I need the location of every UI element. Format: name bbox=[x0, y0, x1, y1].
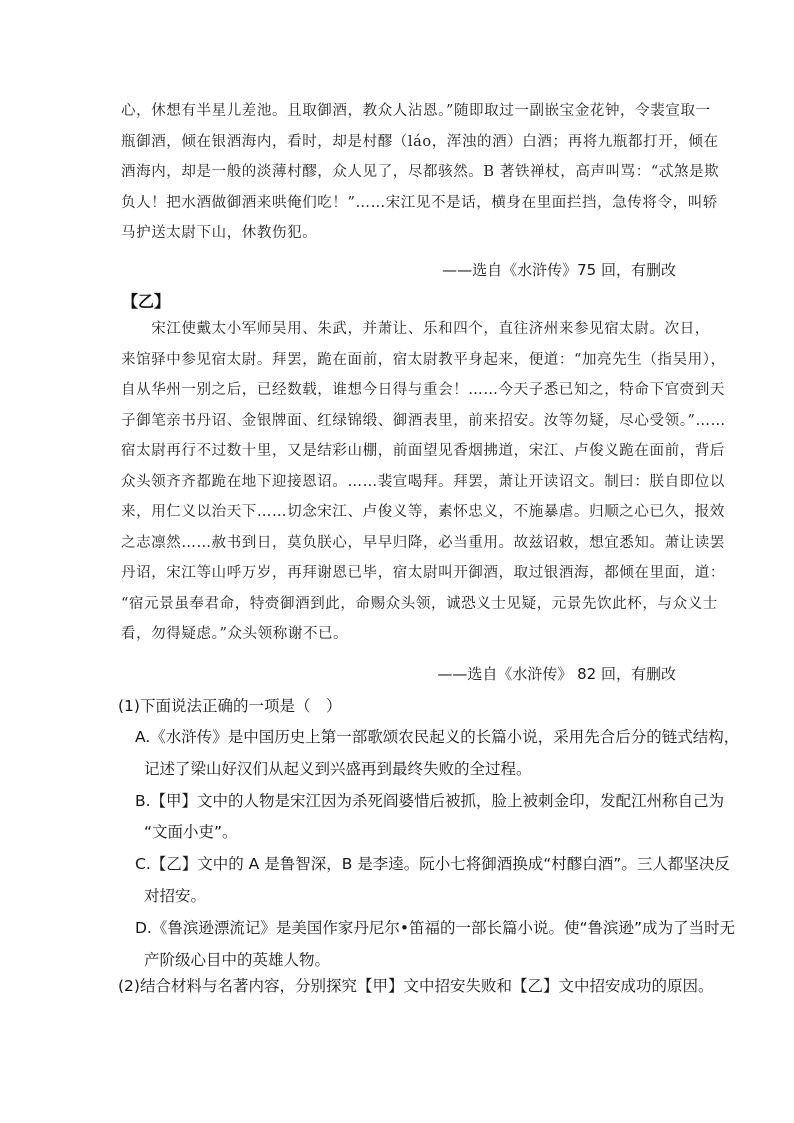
option-c-line1: C.【乙】文中的 A 是鲁智深，B 是李逵。阮小七将御酒换成“村醪白酒”。三人都坚决反 bbox=[135, 855, 730, 874]
passage-jia-source: ——选自《水浒传》75 回，有删改 bbox=[442, 261, 676, 279]
option-a-line2: 记述了梁山好汉们从起义到兴盛再到最终失败的全过程。 bbox=[144, 759, 532, 778]
passage-line: 瓶御酒，倾在银酒海内，看时，却是村醪（láo，浑浊的酒）白酒；再将九瓶都打开，倾在 bbox=[121, 133, 719, 150]
passage-yi-source: ——选自《水浒传》 82 回，有删改 bbox=[437, 665, 676, 683]
passage-line: 酒海内，却是一般的淡薄村醪，众人见了，尽都骇然。B 著铁禅杖，高声叫骂：“忒煞是欺 bbox=[121, 164, 720, 180]
question-1-options bbox=[135, 722, 739, 976]
passage-line: 马护送太尉下山，休教伤犯。 bbox=[121, 225, 318, 241]
question-2-stem: (2)结合材料与名著内容，分别探究【甲】文中招安失败和【乙】文中招安成功的原因。 bbox=[118, 977, 714, 995]
passage-line: 子御笔亲书丹诏、金银牌面、红绿锦缎、御酒表里，前来招安。汝等勿疑，尽心受领。”…… bbox=[121, 412, 726, 429]
passage-line: 丹诏，宋江等山呼万岁，再拜谢恩已毕，宿太尉叫开御酒，取过银酒海，都倾在里面，道： bbox=[121, 565, 725, 581]
option-c-line2: 对招安。 bbox=[144, 886, 207, 905]
option-b-line1: B.【甲】文中的人物是宋江因为杀死阎婆惜后被抓，脸上被刺金印，发配江州称自己为 bbox=[135, 791, 725, 810]
option-d-line1: D.《鲁滨逊漂流记》是美国作家丹尼尔•笛福的一部长篇小说。使“鲁滨逊”成为了当时无 bbox=[135, 918, 736, 937]
option-a-line1: A.《水浒传》是中国历史上第一部歌颂农民起义的长篇小说，采用先合后分的链式结构， bbox=[135, 728, 740, 746]
passage-line: “宿元景虽奉君命，特赍御酒到此，命赐众头领，诚恐义士见疑，元景先饮此杯，与众义士 bbox=[121, 595, 718, 612]
passage-line: 众头领齐齐都跪在地下迎接恩诏。……裴宣喝拜。拜罢，萧让开读诏文。制曰：朕自即位以 bbox=[121, 473, 725, 490]
question-1-stem: (1)下面说法正确的一项是（ ） bbox=[118, 697, 342, 715]
passage-line: 宋江使戴太小军师吴用、朱武，并萧让、乐和四个，直往济州来参见宿太尉。次日， bbox=[121, 321, 710, 337]
passage-line: 来馆驿中参见宿太尉。拜罢，跪在面前，宿太尉教平身起来，便道：“加亮先生（指吴用）， bbox=[121, 351, 726, 368]
passage-jia bbox=[121, 96, 720, 249]
passage-line: 宿太尉再行不过数十里，又是结彩山棚，前面望见香烟拂道，宋江、卢俊义跪在面前，背后 bbox=[121, 443, 725, 459]
passage-line: 来，用仁义以治天下……切念宋江、卢俊义等，素怀忠义，不施暴虐。归顺之心已久，报效 bbox=[121, 504, 725, 520]
passage-line: 心，休想有半星儿差池。且取御酒，教众人沾恩。”随即取过一副嵌宝金花钟，令裴宣取一 bbox=[121, 103, 711, 119]
passage-line: 之志凛然……赦书到日，莫负朕心，早早归降，必当重用。故兹诏敕，想宜悉知。萧让读罢 bbox=[121, 534, 725, 551]
passage-line: 自从华州一别之后，已经数载，谁想今日得与重会！……今天子悉已知之，特命下官赍到天 bbox=[121, 382, 725, 398]
option-b-line2: “文面小吏”。 bbox=[144, 823, 238, 842]
passage-line: 看，勿得疑虑。”众头领称谢不已。 bbox=[121, 626, 349, 642]
option-d-line2: 产阶级心目中的英雄人物。 bbox=[144, 950, 331, 969]
section-yi-heading: 【乙】 bbox=[122, 292, 171, 311]
passage-yi bbox=[121, 314, 726, 650]
passage-line: 负人！把水酒做御酒来哄俺们吃！”……宋江见不是话，横身在里面拦挡，急传将令，叫轿 bbox=[121, 194, 718, 211]
